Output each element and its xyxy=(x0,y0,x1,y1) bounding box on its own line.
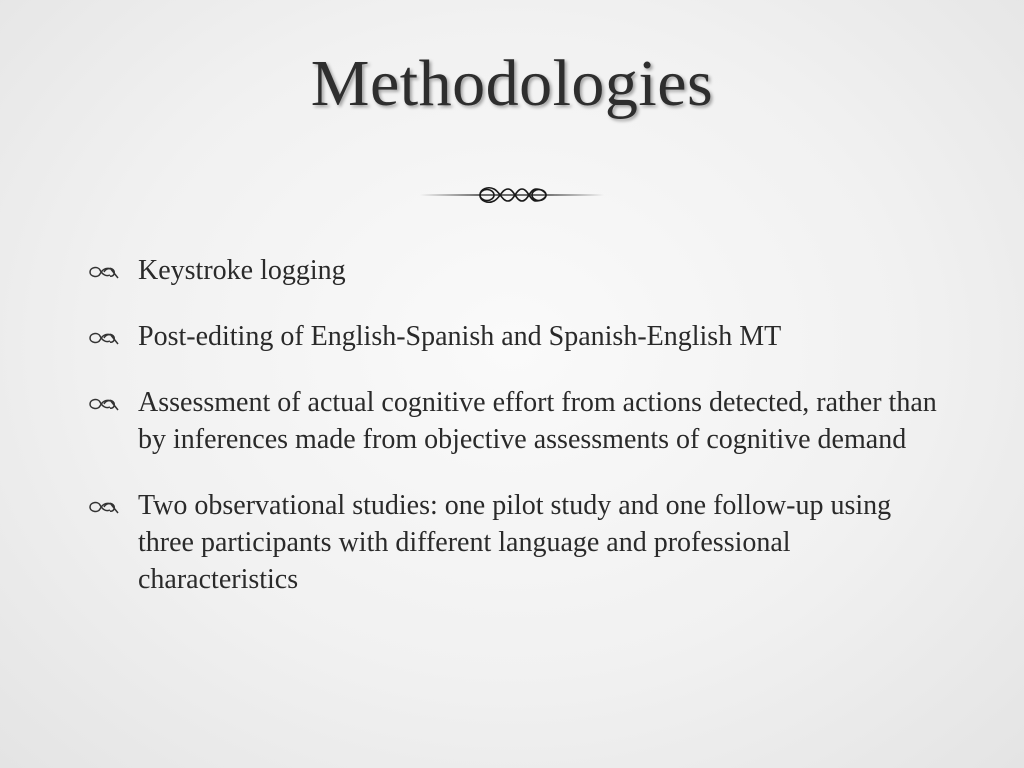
bullet-item xyxy=(86,318,946,355)
bullet-item xyxy=(86,487,946,598)
bullet-text: Post-editing of English-Spanish and Spanish-English MT xyxy=(138,321,782,352)
bullet-list xyxy=(86,252,946,627)
bullet-text: Assessment of actual cognitive effort from actions detected, rather than by inferences made from objective assessments of cognitive demand xyxy=(138,387,937,455)
bullet-text: Keystroke logging xyxy=(138,255,346,286)
scroll-bullet-icon xyxy=(86,395,120,413)
slide-title: Methodologies xyxy=(310,47,714,120)
bullet-text: Two observational studies: one pilot study and one follow-up using three participants with different language and professional characteristics xyxy=(138,490,892,595)
scroll-bullet-icon xyxy=(86,263,120,281)
ornamental-flourish-icon xyxy=(420,180,604,210)
bullet-item xyxy=(86,384,946,458)
scroll-bullet-icon xyxy=(86,498,120,516)
bullet-item xyxy=(86,252,946,289)
scroll-bullet-icon xyxy=(86,329,120,347)
